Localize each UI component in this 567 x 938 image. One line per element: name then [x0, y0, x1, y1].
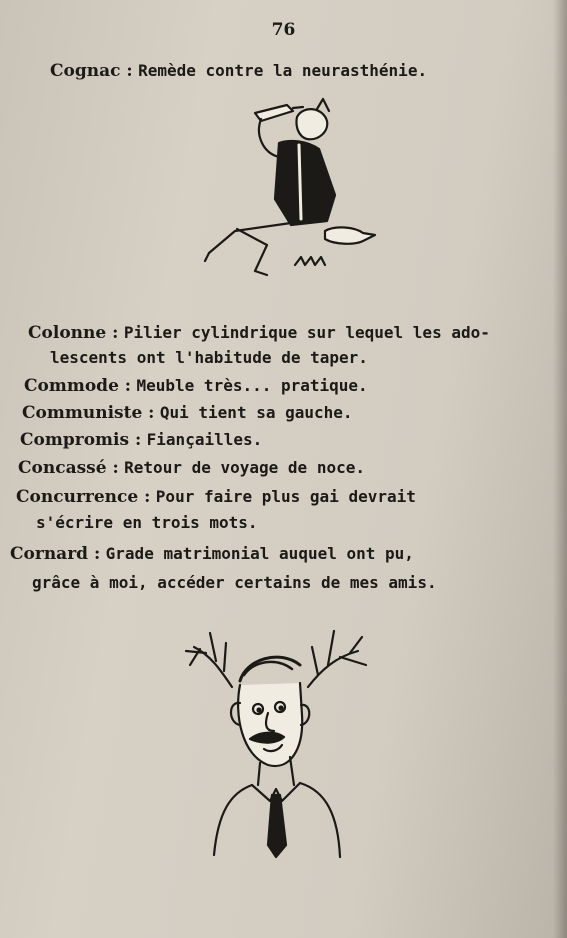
entry-definition: Remède contre la neurasthénie. — [138, 61, 428, 80]
antlered-man-illustration — [180, 625, 380, 865]
entry-definition: grâce à moi, accéder certains de mes amis. — [32, 573, 437, 592]
entry-term: Communiste : — [22, 403, 155, 423]
entry-cognac — [50, 58, 427, 84]
entry-concasse — [18, 455, 365, 481]
entry-communiste — [22, 400, 353, 426]
entry-definition: Meuble très... pratique. — [136, 376, 368, 395]
entry-term: Commode : — [24, 376, 132, 396]
page-number: 76 — [271, 20, 296, 40]
entry-definition: Pilier cylindrique sur lequel les ado- — [123, 323, 490, 342]
entry-term: Colonne : — [28, 323, 119, 343]
entry-compromis — [20, 427, 262, 453]
entry-term: Concurrence : — [16, 487, 151, 507]
entry-concurrence-continued — [36, 510, 258, 536]
drinking-man-illustration — [195, 95, 395, 285]
entry-definition: Fiançailles. — [146, 430, 263, 449]
entry-definition: Grade matrimonial auquel ont pu, — [105, 544, 414, 563]
entry-term: Cognac : — [50, 61, 133, 81]
entry-term: Concassé : — [18, 458, 119, 478]
entry-term: Cornard : — [10, 544, 101, 564]
entry-definition: Qui tient sa gauche. — [159, 403, 353, 422]
entry-colonne-continued — [50, 345, 368, 371]
entry-term: Compromis : — [20, 430, 142, 450]
entry-definition: s'écrire en trois mots. — [36, 513, 258, 532]
entry-definition: Pour faire plus gai devrait — [155, 487, 416, 506]
page-edge-shadow — [553, 0, 567, 938]
entry-definition: Retour de voyage de noce. — [124, 458, 365, 477]
entry-cornard-continued — [32, 570, 437, 596]
entry-cornard — [10, 541, 414, 567]
entry-concurrence — [16, 484, 416, 510]
entry-colonne — [28, 320, 490, 346]
entry-definition: lescents ont l'habitude de taper. — [50, 348, 368, 367]
entry-commode — [24, 373, 368, 399]
